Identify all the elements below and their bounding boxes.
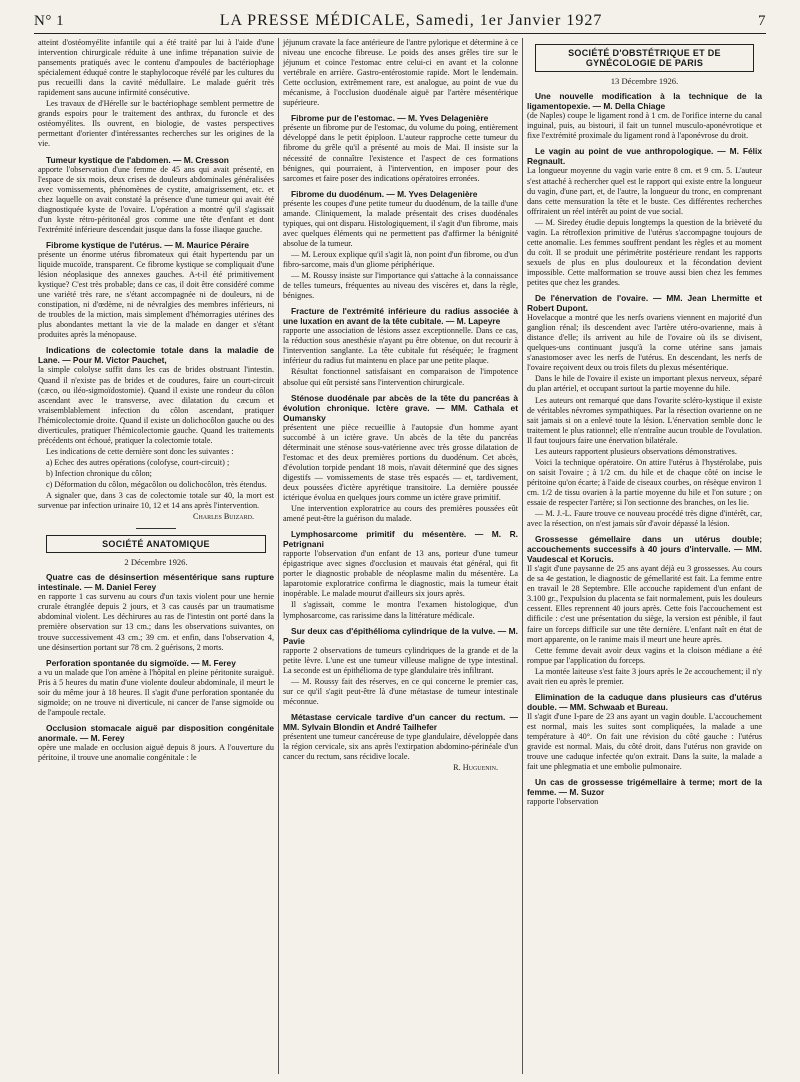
article-heading: Fibrome du duodénum. — M. Yves Delagenière xyxy=(291,188,478,199)
article-heading: Grossesse gémellaire dans un utérus double; accouchements successifs à 40 jours d'intervalle. — MM. Vaudescal et Korucis. xyxy=(527,534,762,565)
paragraph: Dans le hile de l'ovaire il existe un important plexus nerveux, séparé du plan artériel, et occupant surtout la partie moyenne du hile. xyxy=(527,374,762,394)
divider xyxy=(136,528,176,529)
paragraph: Les auteurs ont remarqué que dans l'ovarite scléro-kystique il existe de véritables névromes sympathiques. Par la résection ovarienne on ne sait jamais si on a enlevé toute la lésion. L'énervation semble donc le traitement le plus rationnel; elle n'entraîne aucun trouble de l'ovulation. Il faut toujours faire une énervation bilatérale. xyxy=(527,395,762,445)
article-heading: Tumeur kystique de l'abdomen. — M. Cresson xyxy=(46,154,229,165)
paragraph: Les auteurs rapportent plusieurs observations démonstratives. xyxy=(535,446,737,456)
article-heading: De l'énervation de l'ovaire. — MM. Jean Lhermitte et Robert Dupont. xyxy=(527,293,762,314)
page-number: 7 xyxy=(757,13,766,29)
section-title: SOCIÉTÉ ANATOMIQUE xyxy=(46,535,266,553)
article-heading: Lymphosarcome primitif du mésentère. — M. R. Petrignani xyxy=(283,529,518,550)
column-1 xyxy=(34,38,278,1074)
article-heading: Elimination de la caduque dans plusieurs cas d'utérus double. — MM. Schwaab et Bureau. xyxy=(527,691,762,712)
paragraph: Il s'agissait, comme le montra l'examen histologique, d'un lymphosarcome, cas rarissime dans la littérature médicale. xyxy=(283,600,518,620)
paragraph: présente un fibrome pur de l'estomac, du volume du poing, entièrement développé dans le petit épiploon. L'auteur rapproche cette tumeur du fibrome du grêle qu'il a présenté au mois de Mai. Il insiste sur la nécessité de connaître l'existence et l'aspect de ces formations bénignes, qui pourraient, à l'intervention, en imposer pour des sarcomes et faire poser des indications opératoires erronées. xyxy=(283,123,518,183)
paragraph: Résultat fonctionnel satisfaisant en comparaison de l'impotence absolue qui eût persisté sans l'intervention chirurgicale. xyxy=(283,367,518,387)
article-heading: Un cas de grossesse trigémellaire à terme; mort de la femme. — M. Suzor xyxy=(527,777,762,798)
paragraph: Les travaux de d'Hérelle sur le bactériophage semblent permettre de grands espoirs pour le traitement des anthrax, du furoncle et des ostéomyélites. Ils ouvrent, en biologie, de vastes perspectives permettant d'orienter d'intéressantes recherches sur les origines de la vie. xyxy=(38,99,274,149)
paragraph: rapporte l'observation d'un enfant de 13 ans, porteur d'une tumeur épigastrique avec signes d'occlusion et mauvais état général, qui fit porter le diagnostic probable de néoplasme malin du mésentère. La laparotomie exploratrice confirma le diagnostic, mais la tumeur était inopérable. Le malade mourut d'ailleurs six jours après. xyxy=(283,549,518,599)
article-heading: Perforation spontanée du sigmoïde. — M. Ferey xyxy=(46,657,236,668)
paragraph: apporte l'observation d'une femme de 45 ans qui avait présenté, en l'espace de six mois, deux crises de douleurs abdominales généralisées avec vomissements, phénomènes de cystite, amaigrissement, etc. et chez laquelle on avait constaté la présence d'une tumeur qui avait été diagnostiquée kyste de l'ovaire. L'opération a montré qu'il s'agissait d'un kyste rétro-péritonéal gros comme une tête d'enfant et dont l'extrémité inférieure descendait jusque dans la fosse iliaque gauche. xyxy=(38,164,274,234)
paragraph: — M. Roussy fait des réserves, en ce qui concerne le premier cas, sur ce qu'il s'agit peut-être là d'une métastase de tumeur intestinale méconnue. xyxy=(283,676,518,706)
paragraph: jéjunum cravate la face antérieure de l'antre pylorique et détermine à ce niveau une encoche fibreuse. Le poids des anses grêles tire sur le jéjunum et coince l'estomac entre celui-ci en avant et la colonne vertébrale en arrière. Gastro-entérostomie rapide. Mort le lendemain. Cette occlusion, extrêmement rare, est analogue, au point de vue du mécanisme, à l'occlusion duodénale aiguë par l'artère mésentérique supérieure. xyxy=(283,38,518,108)
section-title: SOCIÉTÉ D'OBSTÉTRIQUE ET DE GYNÉCOLOGIE DE PARIS xyxy=(535,44,754,72)
paragraph: La longueur moyenne du vagin varie entre 8 cm. et 9 cm. 5. L'auteur s'est attaché à rechercher quel est le rapport qui existe entre la longueur du vagin, d'une part, et, de l'autre, la longueur du tronc, en comprenant dans cette mensuration la tête et le buste. Ces différentes recherches offriraient un réel intérêt au point de vue social. xyxy=(527,166,762,216)
article-heading: Fibrome pur de l'estomac. — M. Yves Delagenière xyxy=(291,113,489,124)
article-heading: Fracture de l'extrémité inférieure du radius associée à une luxation en avant de la tête cubitale. — M. Lapeyre xyxy=(283,306,518,327)
header-rule xyxy=(34,33,766,34)
paragraph: — M. Leroux explique qu'il s'agit là, non point d'un fibrome, ou d'un fibro-sarcome, mais d'un gliome périphérique. xyxy=(283,249,518,269)
paragraph: présentent une tumeur cancéreuse de type glandulaire, développée dans la région cervicale, six ans après l'extirpation abdomino-périnéale d'un cancer du rectum, sans récidive locale. xyxy=(283,732,518,762)
issue-number: N° 1 xyxy=(34,13,65,29)
paragraph: Il s'agit d'une paysanne de 25 ans ayant déjà eu 3 grossesses. Au cours de sa 4e gestation, le diagnostic de gémellarité est fait. La femme entre en travail le 28 Septembre. Elle accouche rapidement d'un enfant de 3.100 gr., l'expulsion du placenta se fait normalement, puis les douleurs cessent. Elles reprennent 40 jours après. Cette fois l'accouchement est difficile : c'est une présentation du siège, la version est pénible, il faut faire un forceps difficile sur une tête dernière. L'enfant naît en état de mort apparente, on le ranime mais il meurt une heure après. xyxy=(527,564,762,644)
paragraph: Cette femme devait avoir deux vagins et la cloison médiane a été rompue par l'application du forceps. xyxy=(527,645,762,665)
list-item: a) Echec des autres opérations (colofyse, court-circuit) ; xyxy=(46,457,230,467)
signature: R. Huguenin. xyxy=(453,763,498,773)
paragraph: La montée laiteuse s'est faite 3 jours après le 2e accouchement; il n'y avait rien eu après le premier. xyxy=(527,666,762,686)
paragraph: (de Naples) coupe le ligament rond à 1 cm. de l'orifice interne du canal inguinal, puis, au bistouri, il fait un tunnel musculo-aponévrotique et fixe l'extrémité proximale du ligament rond à l'aponévrose du droit. xyxy=(527,111,762,141)
paragraph: la simple cololyse suffit dans les cas de brides obstruant l'intestin. Quand il n'existe pas de brides et de coudures, faire un court-circuit (cæco, ou iléo-sigmoïdostomie). Quand il existe une rondeur du côlon ascendant avec le transverse, avec dilatation du cæcum et vraisemblablement infection du côlon ascendant, pratiquer l'hémicolectomie droite. Quand il existe un dolichocôlon gauche ou des diverticules, pratiquer l'hémicolectomie gauche. Quand les traitements précédents ont échoué, pratiquer la colectomie totale. xyxy=(38,365,274,445)
paragraph: Il s'agit d'une I-pare de 23 ans ayant un vagin double. L'accouchement est normal, mais les suites sont compliquées, la malade a une température à 40°. On fait une révision du côté gauche : l'utérus gravide est normal. Mais, du côté droit, dans l'utérus non gravide on trouve une caduque infectée qu'on extrait. Dans la suite, la malade a fait une phlegmatia et une embolie pulmonaire. xyxy=(527,711,762,772)
article-heading: Occlusion stomacale aiguë par disposition congénitale anormale. — M. Ferey xyxy=(38,722,274,743)
paragraph: rapporte 2 observations de tumeurs cylindriques de la grande et de la petite lèvre. L'une est une tumeur villeuse maligne de type intestinal. La seconde est un épithélioma de type glandulaire très infiltrant. xyxy=(283,645,518,675)
paragraph: Une intervention exploratrice au cours des premières poussées eût amené peut-être la guérison du malade. xyxy=(283,504,518,524)
column-2 xyxy=(278,38,522,1074)
list-item: c) Déformation du côlon, mégacôlon ou dolichocôlon, très étendus. xyxy=(46,479,267,489)
section-date: 13 Décembre 1926. xyxy=(610,76,679,87)
article-heading: Fibrome kystique de l'utérus. — M. Maurice Péraire xyxy=(46,239,250,250)
list-item: b) Infection chronique du côlon; xyxy=(46,468,152,478)
article-heading: Indications de colectomie totale dans la maladie de Lane. — Pour M. Victor Pauchet, xyxy=(38,345,274,366)
page-header xyxy=(34,8,766,30)
article-heading: Sur deux cas d'épithélioma cylindrique de la vulve. — M. Pavie xyxy=(283,625,518,646)
article-heading: Une nouvelle modification à la technique de la ligamentopexie. — M. Della Chiage xyxy=(527,91,762,112)
paragraph: atteint d'ostéomyélite infantile qui a été traité par lui à l'aide d'une intervention chirurgicale réduite à une infime trépanation suivie de pansements pratiqués avec le contenu d'ampoules de bactériophage spécialement éduqué contre le staphylocoque révélé par les cultures du pus recueilli dans la cavité médullaire. Le malade guérit très rapidement sans aucune infirmité consécutive. xyxy=(38,38,274,98)
paragraph: présente les coupes d'une petite tumeur du duodénum, de la taille d'une amande. Cliniquement, la malade présentait des crises duodénales typiques, qui ont disparu. Histologiquement, il s'agit d'un fibrome, mais avec quelques éléments qui ne permettent pas d'affirmer la bénignité absolue de la tumeur. xyxy=(283,198,518,248)
article-heading: Quatre cas de désinsertion mésentérique sans rupture intestinale. — M. Daniel Ferey xyxy=(38,572,274,593)
paragraph: rapporte l'observation xyxy=(527,797,599,807)
signature: Charles Buizard. xyxy=(192,512,254,522)
section-date: 2 Décembre 1926. xyxy=(124,557,188,568)
paragraph: présentent une pièce recueillie à l'autopsie d'un homme ayant succombé à un ictère grave. Un abcès de la tête du pancréas déterminait une sténose sous-vatérienne avec très grosse dilatation de l'estomac et des deux premières portions du duodénum. Cet abcès, d'évolution torpide pendant 18 mois, n'avait déterminé que des signes digestifs — vomissements de stase très espacés — et, tardivement, deux poussées d'ictère apyrétique transitoire. La dernière poussée ictérique évolua en quelques jours comme un ictère grave primitif. xyxy=(283,422,518,503)
article-heading: Sténose duodénale par abcès de la tête du pancréas à évolution chronique. Ictère grave. — MM. Cathala et Oumansky xyxy=(283,392,518,423)
columns xyxy=(34,38,766,1074)
paragraph: en rapporte 1 cas survenu au cours d'un taxis violent pour une hernie crurale étranglée depuis 2 jours, et 3 cas causés par un traumatisme abdominal violent. Les déchirures au ras de l'intestin ont porté dans la première observation sur 13 cm.; dans les observations suivantes, on trouve successivement 43 cm.; 39 cm. et enfin, dans l'observation 4, une désinsertion portant sur 78 cm. 2 guérisons, 2 morts. xyxy=(38,592,274,652)
paragraph: a vu un malade que l'on amène à l'hôpital en pleine péritonite suraiguë. Pris à 5 heures du matin d'une violente douleur abdominale, il meurt le soir du même jour à 18 heures. Il s'agit d'une perforation spontanée du sigmoïde; on ne trouve ni diverticule, ni cancer de l'anse sigmoïde ou de l'ampoule rectale. xyxy=(38,667,274,717)
article-heading: Le vagin au point de vue anthropologique. — M. Félix Regnault. xyxy=(527,146,762,167)
paragraph: — M. Roussy insiste sur l'importance qui s'attache à la connaissance de telles tumeurs, fréquentes au niveau des viscères et, dans la règle, bénignes. xyxy=(283,271,518,301)
paragraph: opère une malade en occlusion aiguë depuis 8 jours. A l'ouverture du péritoine, il trouve une anomalie congénitale : le xyxy=(38,743,274,763)
paragraph: présente un énorme utérus fibromateux qui était hypertendu par un liquide mucoïde, transparent. Ce fibrome kystique se compliquait d'une lésion néoplasique des annexes gauches. A-t-il été primitivement kystique? C'est très probable; dans ce cas, il doit être considéré comme une variété très rare, ne s'étant accompagnée ni de douleurs, ni de constipation, ni d'œdème, ni de névralgies des membres inférieurs, ni de troubles de la miction, mais simplement d'hémorragies utérines des plus abondantes mettant la vie de la malade en danger et s'étant produites après la ménopause. xyxy=(38,249,274,340)
paragraph: Voici la technique opératoire. On attire l'utérus à l'hystérolabe, puis on saisit l'ovaire ; à 1/2 cm. du hile et de chaque côté on incise le péritoine qu'on écarte; à l'aide de ciseaux courbes, on résèque environ 1 cm. 1/2 de tissu ovarien à la partie moyenne du hile et l'on suture ; on essaie de respecter l'artère; si l'on sectionne des branches, on les lie. xyxy=(527,457,762,507)
column-3 xyxy=(522,38,766,1074)
paragraph: — M. Siredey étudie depuis longtemps la question de la brièveté du vagin. La rétroflexion primitive de l'utérus s'accompagne toujours de cette anomalie. Les femmes souffrent pendant les règles et au moment du coït. Il se produit une périmétrite postérieure rendant les rapports sexuels de plus en plus douloureux et la fécondation devient impossible. Cette malformation se trouve aussi bien chez les femmes petites que chez les grandes. xyxy=(527,217,762,287)
paragraph: A signaler que, dans 3 cas de colectomie totale sur 40, la mort est survenue par infection urinaire 10, 12 et 14 ans après l'intervention. xyxy=(38,491,274,511)
paragraph: Les indications de cette dernière sont donc les suivantes : xyxy=(46,446,234,456)
journal-title: LA PRESSE MÉDICALE, Samedi, 1er Janvier 1927 xyxy=(219,12,603,29)
article-heading: Métastase cervicale tardive d'un cancer du rectum. — MM. Sylvain Blondin et André Tailhefer xyxy=(283,711,518,732)
paragraph: Hovelacque a montré que les nerfs ovariens viennent en majorité d'un ganglion rénal; ils descendent avec l'artère utéro-ovarienne, mais à distance d'elle; ils arrivent au hile de l'ovaire où ils se divisent, quelques-uns continuant jusqu'à la corne utérine sans jamais s'anastomoser avec les nerfs de l'utérus. En descendant, les nerfs de l'ovaire reçoivent deux ou trois filets du plexus mésentérique. xyxy=(527,313,762,373)
paragraph: — M. J.-L. Faure trouve ce nouveau procédé très digne d'intérêt, car, avec la résection, on n'est jamais sûr d'avoir dépassé la lésion. xyxy=(527,509,762,529)
paragraph: rapporte une association de lésions assez exceptionnelle. Dans ce cas, la réduction sous anesthésie n'ayant pu être obtenue, on dut recourir à l'intervention sanglante. La tête cubitale fut réséquée; le fragment inférieur du radius fut maintenu en place par une petite plaque. xyxy=(283,326,518,366)
